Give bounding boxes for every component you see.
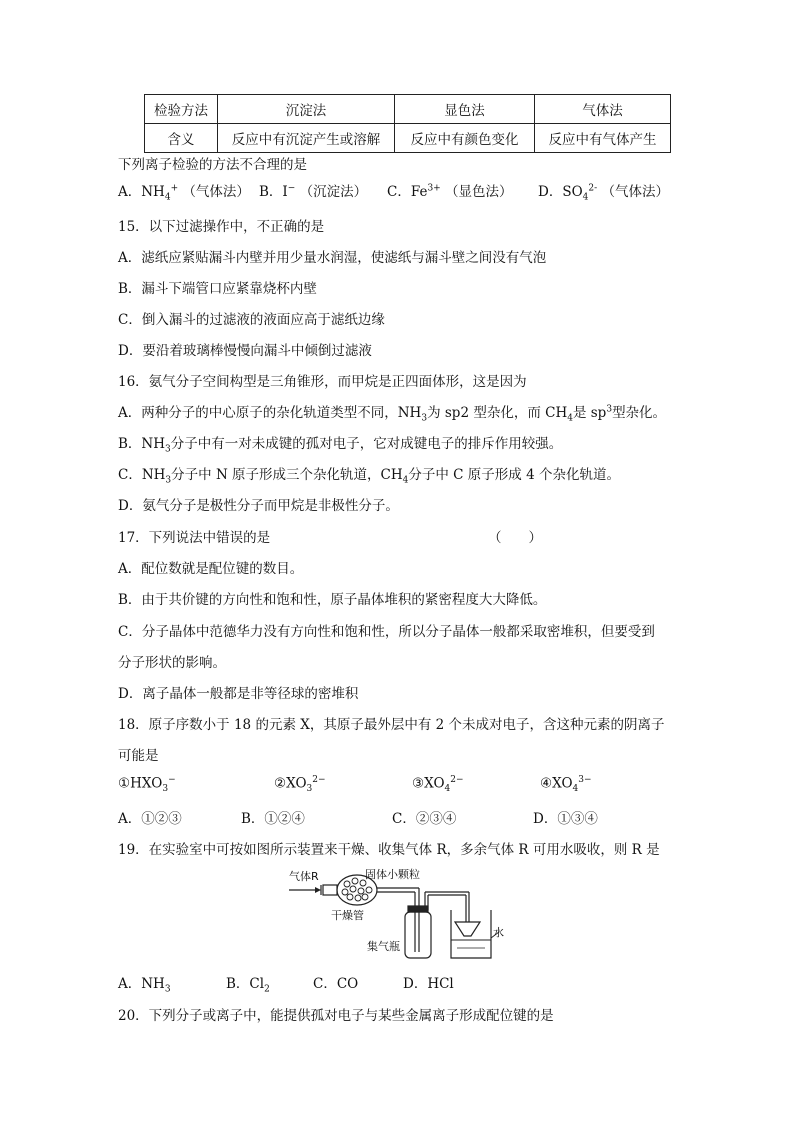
label-dryer: 干燥管 [331,909,364,922]
q18-item-1: $①HXO_3^-$ [118,775,176,795]
q16-stem: 16．氨气分子空间构型是三角锥形，而甲烷是正四面体形，这是因为 [118,374,527,390]
q18-stem-line2: 可能是 [118,748,159,764]
q14-option-a: A．$NH_4^+$ （气体法） [118,183,250,203]
table-cell: 检验方法 [145,95,218,124]
gas-apparatus-figure [285,866,525,964]
label-gas: 气体R [289,870,319,883]
table-cell: 含义 [145,124,218,153]
q18-item-4: $④XO_4^{3-}$ [540,775,592,795]
label-water: 水 [493,926,504,939]
q15-stem: 15．以下过滤操作中，不正确的是 [118,219,325,235]
q17-option-c-line2: 分子形状的影响。 [118,655,226,671]
inverted-funnel [455,922,480,936]
table-row [145,124,671,153]
q14-option-b: B．I− （沉淀法） [259,183,368,200]
q19-stem: 19．在实验室中可按如图所示装置来干燥、收集气体 R，多余气体 R 可用水吸收，则 R 是 [118,842,660,858]
table-header-row [145,95,671,124]
q15-option-b: B．漏斗下端管口应紧靠烧杯内壁 [118,281,317,297]
q18-stem-line1: 18．原子序数小于 18 的元素 X，其原子最外层中有 2 个未成对电子，含这种元素的阴离子 [118,717,665,733]
q17-option-d: D．离子晶体一般都是非等径球的密堆积 [118,686,359,702]
beaker [451,910,491,958]
q19-option-d: D．HCl [403,976,454,992]
arrow-head [315,887,321,893]
q15-option-c: C．倒入漏斗的过滤液的液面应高于滤纸边缘 [118,312,385,328]
label-bottle: 集气瓶 [367,940,400,953]
q19-option-c: C．CO [313,976,359,992]
q17-option-a: A．配位数就是配位键的数目。 [118,561,304,577]
q17-option-b: B．由于共价键的方向性和饱和性，原子晶体堆积的紧密程度大大降低。 [118,592,547,608]
q19-option-a: A．$NH_3$ [118,976,171,995]
q16-option-c: C．$NH_3$分子中 N 原子形成三个杂化轨道，$CH_4$分子中 C 原子形成 4 个杂化轨道。 [118,467,620,486]
q17-stem: 17．下列说法中错误的是 [118,530,271,546]
dryer-inlet [323,885,337,895]
q18-option-c: C．②③④ [392,811,457,827]
q18-item-3: $③XO_4^{2-}$ [412,775,464,795]
collecting-bottle [405,912,431,958]
q18-option-b: B．①②④ [241,811,305,827]
q19-option-b: B．$Cl_2$ [226,976,270,995]
q16-option-b: B．$NH_3$分子中有一对未成键的孤对电子，它对成键电子的排斥作用较强。 [118,436,563,455]
label-granules: 固体小颗粒 [365,868,420,881]
solid-granules [342,878,372,901]
q15-option-a: A．滤纸应紧贴漏斗内壁并用少量水润湿，使滤纸与漏斗壁之间没有气泡 [118,250,547,266]
q14-option-d: D．$SO_4^{2-}$ （气体法） [538,183,669,203]
table-cell: 反应中有沉淀产生或溶解 [218,124,395,153]
q14-stem: 下列离子检验的方法不合理的是 [118,157,307,173]
detection-method-table [144,94,671,153]
table-cell: 显色法 [395,95,535,124]
table-cell: 反应中有颜色变化 [395,124,535,153]
q16-option-a: A．两种分子的中心原子的杂化轨道类型不同，$NH_3$为 sp2 型杂化，而 $CH_4$是 $sp^3$型杂化。 [118,404,667,424]
q17-answer-paren: （ ） [488,530,542,546]
q14-option-c: C．$Fe^{3+}$ （显色法） [387,183,513,200]
q16-option-d: D．氨气分子是极性分子而甲烷是非极性分子。 [118,498,399,514]
table-cell: 反应中有气体产生 [535,124,671,153]
q18-option-a: A．①②③ [118,811,182,827]
table-cell: 气体法 [535,95,671,124]
q17-option-c-line1: C．分子晶体中范德华力没有方向性和饱和性，所以分子晶体一般都采取密堆积，但要受到 [118,624,655,640]
q18-option-d: D．①③④ [533,811,598,827]
q20-stem: 20．下列分子或离子中，能提供孤对电子与某些金属离子形成配位键的是 [118,1008,554,1024]
q15-option-d: D．要沿着玻璃棒慢慢向漏斗中倾倒过滤液 [118,343,372,359]
q14-options [118,180,678,203]
q18-item-2: $②XO_3^{2-}$ [274,775,326,795]
table-cell: 沉淀法 [218,95,395,124]
